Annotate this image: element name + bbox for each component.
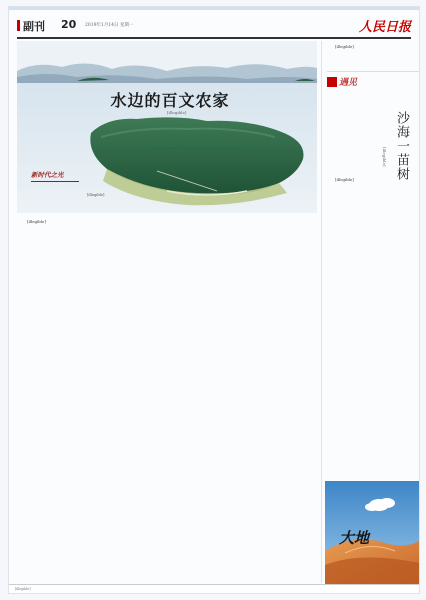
hero-illustration — [17, 41, 317, 213]
main-article-column-2 — [119, 219, 215, 581]
page-footer: [illegible] — [9, 584, 419, 593]
series-description: [illegible] — [87, 193, 105, 197]
issue-date: 2019年1月14日 星期一 — [85, 23, 134, 28]
top-rule — [9, 7, 419, 10]
paragraph: [illegible] — [27, 219, 46, 224]
side-intro — [327, 44, 419, 49]
side-article-author: [illegible] — [382, 147, 387, 167]
masthead-logo: 人民日报 — [358, 20, 411, 35]
side-article-body — [327, 177, 419, 477]
paragraph: [illegible] — [335, 177, 354, 182]
seal-icon — [327, 77, 337, 87]
lake-illustration — [17, 41, 317, 213]
desert-illustration — [325, 481, 419, 585]
desert-picture — [325, 481, 419, 585]
main-article-column-3 — [219, 219, 317, 581]
main-article-byline: [illegible] — [167, 110, 187, 115]
page-number: 20 — [61, 18, 77, 31]
section-name: 副刊 — [23, 20, 45, 33]
main-article-column-1 — [19, 219, 115, 581]
series-name: 新时代之光 — [31, 171, 64, 179]
intro-text: [illegible] — [335, 44, 354, 49]
series-badge — [31, 168, 81, 186]
newspaper-page — [8, 6, 420, 594]
side-separator — [327, 71, 419, 72]
side-article-title: 沙海一苗树 — [394, 111, 409, 181]
desert-calligraphy: 大地 — [339, 529, 370, 547]
side-article-column-1 — [327, 95, 377, 155]
main-article-title: 水边的百文农家 — [110, 91, 230, 110]
column-label: 遇见 — [339, 78, 358, 88]
column-label-logo — [327, 75, 359, 91]
section-label — [17, 18, 45, 34]
series-underline — [31, 181, 79, 182]
section-marker-icon — [17, 20, 20, 31]
page-header — [17, 15, 411, 39]
column-divider — [321, 41, 322, 583]
